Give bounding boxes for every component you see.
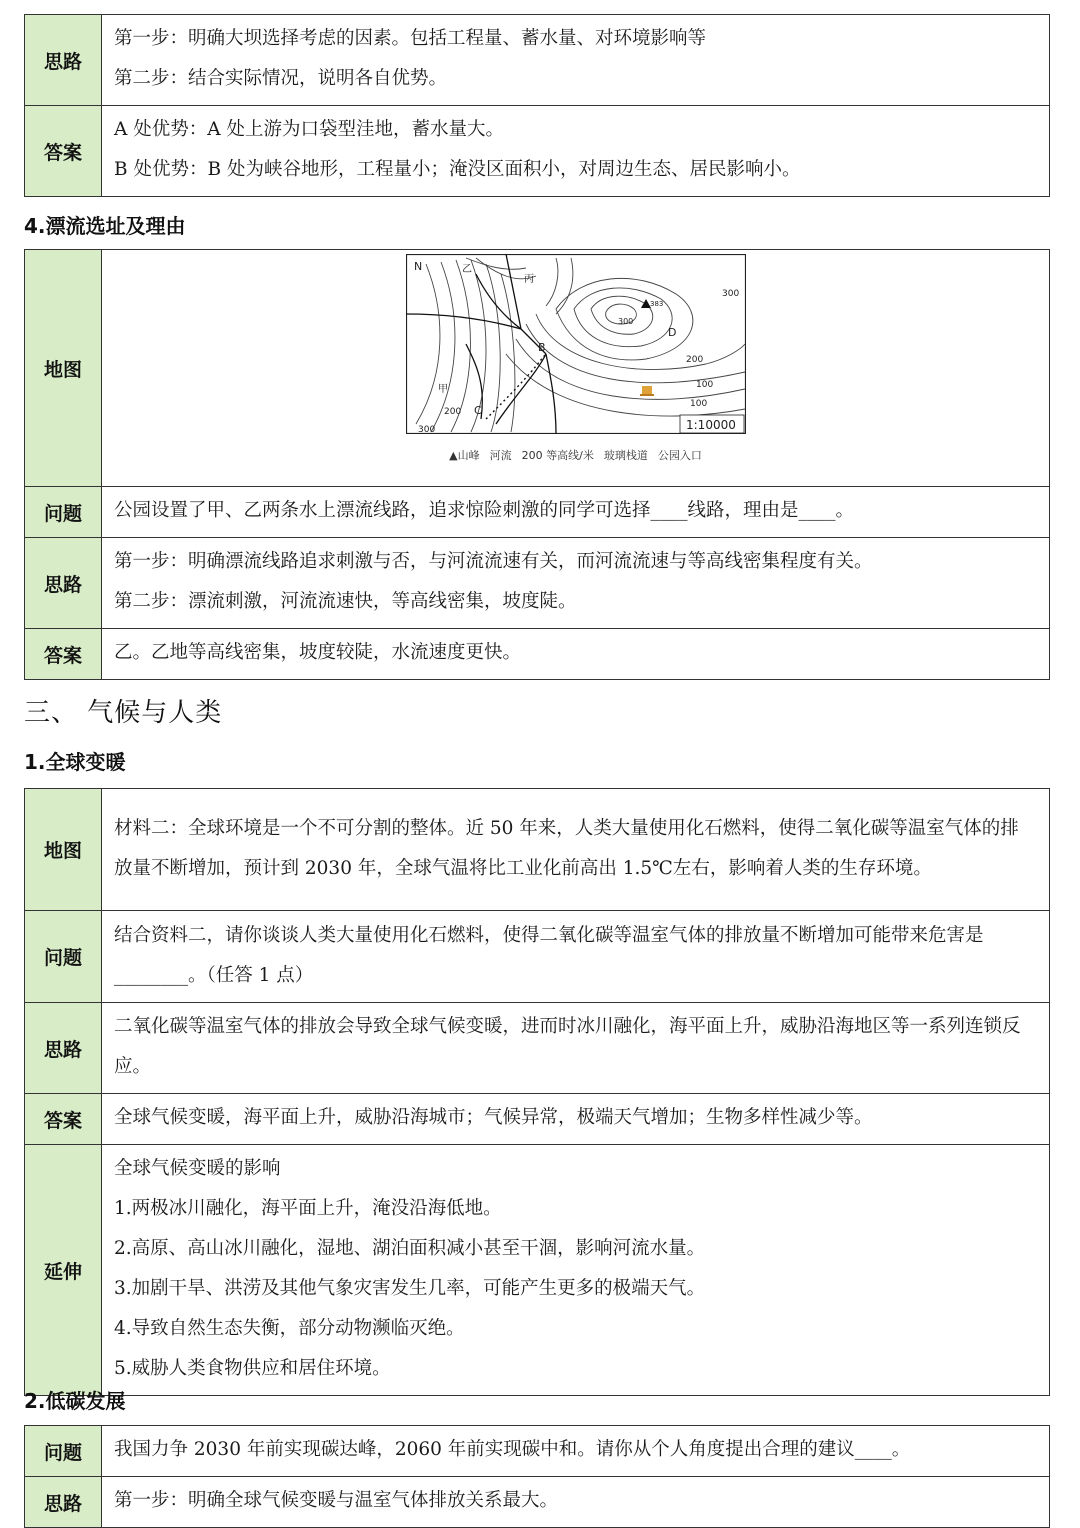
contour-label: 300 bbox=[617, 317, 633, 326]
section-title: 三、 气候与人类 bbox=[24, 698, 223, 728]
map-legend bbox=[378, 436, 774, 476]
heading-rafting: 4.漂流选址及理由 bbox=[24, 214, 186, 238]
label-c: C bbox=[473, 404, 482, 417]
row-label-daan: 答案 bbox=[25, 106, 102, 197]
topographic-map bbox=[378, 254, 774, 476]
row-label-silu: 思路 bbox=[25, 15, 102, 106]
label-yi: 乙 bbox=[461, 264, 472, 275]
row-label-wenti: 问题 bbox=[25, 1426, 102, 1477]
table-low-carbon bbox=[24, 1425, 1050, 1528]
yanshen-line: 5.威胁人类食物供应和居住环境。 bbox=[114, 1358, 391, 1379]
daan-line: A 处优势：A 处上游为口袋型洼地，蓄水量大。 bbox=[114, 119, 504, 140]
ditu-content: 材料二：全球环境是一个不可分割的整体。近 50 年来，人类大量使用化石燃料，使得二氧化碳等温室气体的排放量不断增加，预计到 2030 年，全球气温将比工业化前高出 1.5℃左右，影响着人类的生存环境。 bbox=[102, 789, 1050, 911]
contour-label: 300 bbox=[721, 289, 739, 299]
silu-line: 第一步：明确漂流线路追求刺激与否，与河流流速有关，而河流流速与等高线密集程度有关。 bbox=[114, 551, 873, 572]
heading-low-carbon: 2.低碳发展 bbox=[24, 1389, 126, 1413]
daan-line: B 处优势：B 处为峡谷地形，工程量小；淹没区面积小，对周边生态、居民影响小。 bbox=[114, 159, 801, 180]
contour-map-svg bbox=[406, 254, 746, 434]
contour-label: 300 bbox=[417, 425, 435, 434]
label-jia: 甲 bbox=[437, 384, 448, 395]
silu-content bbox=[102, 15, 1050, 106]
row-label-silu: 思路 bbox=[25, 538, 102, 629]
legend-contour: 200 等高线/米 bbox=[521, 449, 594, 462]
table-global-warming bbox=[24, 788, 1050, 1396]
yanshen-line: 4.导致自然生态失衡，部分动物濒临灭绝。 bbox=[114, 1318, 465, 1339]
silu-line: 第二步：漂流刺激，河流流速快，等高线密集，坡度陡。 bbox=[114, 591, 577, 612]
row-label-daan: 答案 bbox=[25, 629, 102, 680]
map-content bbox=[102, 250, 1050, 487]
yanshen-line: 2.高原、高山冰川融化，湿地、湖泊面积减小甚至干涸，影响河流水量。 bbox=[114, 1238, 706, 1259]
legend-river: 河流 bbox=[489, 449, 512, 462]
contour-label: 200 bbox=[685, 355, 703, 365]
row-label-silu: 思路 bbox=[25, 1003, 102, 1094]
silu-content bbox=[102, 538, 1050, 629]
label-bing: 丙 bbox=[523, 274, 534, 285]
daan-content: 乙。乙地等高线密集，坡度较陡，水流速度更快。 bbox=[102, 629, 1050, 680]
heading-global-warming: 1.全球变暖 bbox=[24, 750, 126, 774]
wenti-content: 公园设置了甲、乙两条水上漂流线路，追求惊险刺激的同学可选择____线路，理由是____。 bbox=[102, 487, 1050, 538]
map-scale: 1:10000 bbox=[685, 418, 736, 432]
label-b: B bbox=[537, 341, 546, 354]
silu-line: 第一步：明确大坝选择考虑的因素。包括工程量、蓄水量、对环境影响等 bbox=[114, 28, 707, 49]
yanshen-line: 3.加剧干旱、洪涝及其他气象灾害发生几率，可能产生更多的极端天气。 bbox=[114, 1278, 706, 1299]
row-label-ditu: 地图 bbox=[25, 789, 102, 911]
table-dam bbox=[24, 14, 1050, 197]
wenti-content: 结合资料二，请你谈谈人类大量使用化石燃料，使得二氧化碳等温室气体的排放量不断增加可能带来危害是________。（任答 1 点） bbox=[102, 911, 1050, 1003]
park-entrance-icon bbox=[640, 386, 654, 396]
peak-label: 383 bbox=[649, 300, 663, 308]
north-arrow: N bbox=[413, 260, 422, 273]
yanshen-content bbox=[102, 1145, 1050, 1396]
yanshen-line: 全球气候变暖的影响 bbox=[114, 1158, 281, 1179]
row-label-silu: 思路 bbox=[25, 1477, 102, 1528]
daan-content: 全球气候变暖，海平面上升，威胁沿海城市；气候异常，极端天气增加；生物多样性减少等。 bbox=[102, 1094, 1050, 1145]
silu-content: 二氧化碳等温室气体的排放会导致全球气候变暖，进而时冰川融化，海平面上升，威胁沿海地区等一系列连锁反应。 bbox=[102, 1003, 1050, 1094]
table-rafting bbox=[24, 249, 1050, 680]
row-label-daan: 答案 bbox=[25, 1094, 102, 1145]
daan-content bbox=[102, 106, 1050, 197]
row-label-wenti: 问题 bbox=[25, 911, 102, 1003]
contour-label: 100 bbox=[689, 399, 707, 409]
row-label-wenti: 问题 bbox=[25, 487, 102, 538]
legend-walkway: 玻璃栈道 bbox=[603, 449, 648, 462]
yanshen-line: 1.两极冰川融化，海平面上升，淹没沿海低地。 bbox=[114, 1198, 502, 1219]
wenti-content: 我国力争 2030 年前实现碳达峰，2060 年前实现碳中和。请你从个人角度提出合理的建议____。 bbox=[102, 1426, 1050, 1477]
row-label-ditu: 地图 bbox=[25, 250, 102, 487]
legend-peak: ▲山峰 bbox=[449, 449, 480, 462]
silu-content: 第一步：明确全球气候变暖与温室气体排放关系最大。 bbox=[102, 1477, 1050, 1528]
legend-entrance: 公园入口 bbox=[657, 449, 702, 462]
label-d: D bbox=[667, 326, 676, 339]
contour-label: 200 bbox=[443, 407, 461, 417]
row-label-yanshen: 延伸 bbox=[25, 1145, 102, 1396]
silu-line: 第二步：结合实际情况，说明各自优势。 bbox=[114, 68, 448, 89]
contour-label: 100 bbox=[695, 380, 713, 390]
